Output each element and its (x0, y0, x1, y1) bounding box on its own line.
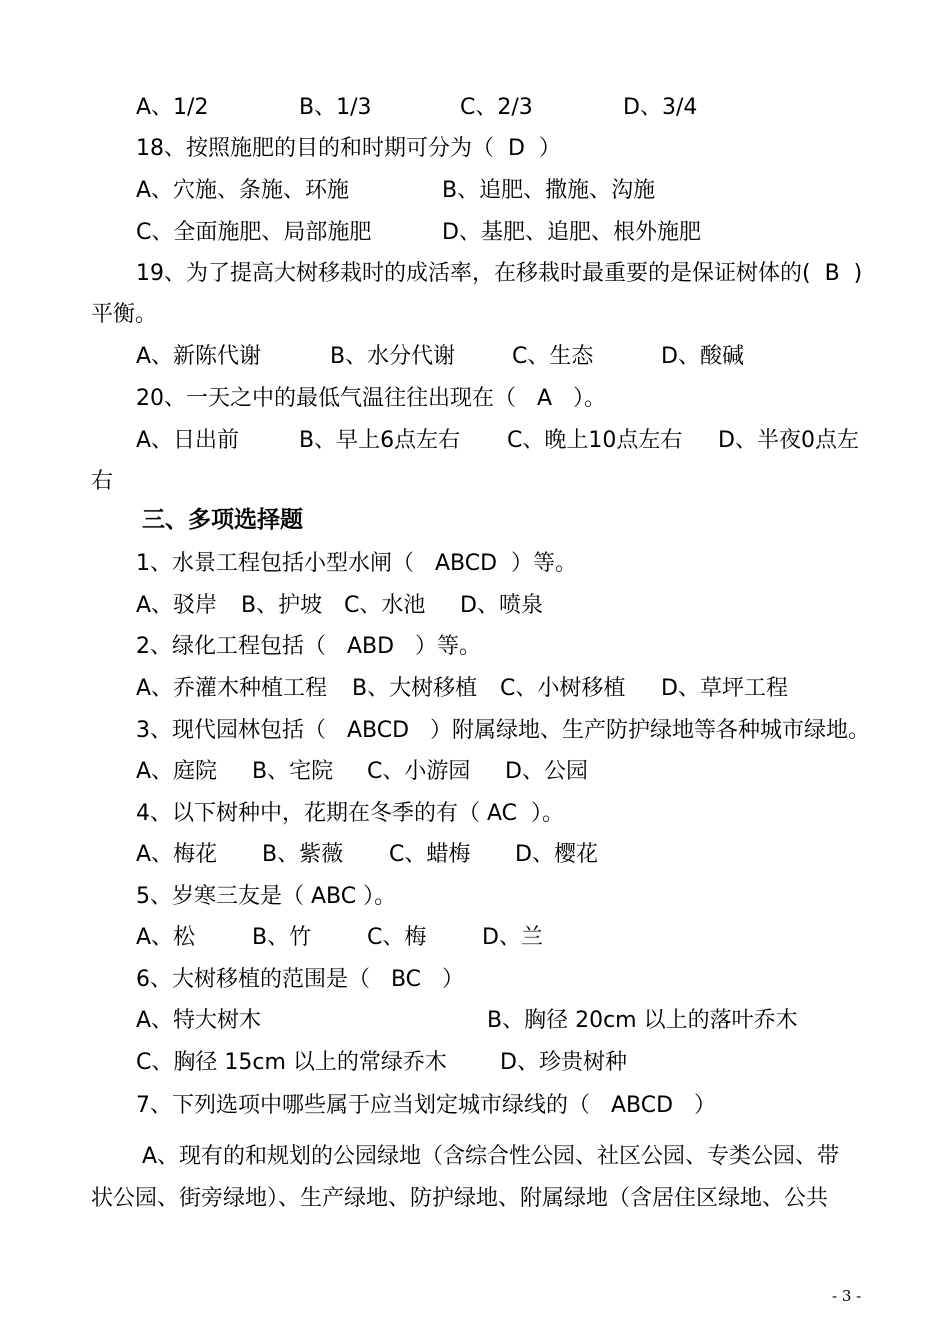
m1-option-c: C、水池 (344, 593, 426, 618)
q18-option-b: B、追肥、撒施、沟施 (442, 178, 656, 203)
q19-option-a: A、新陈代谢 (136, 344, 262, 369)
m6-option-a: A、特大树木 (136, 1008, 262, 1033)
m6-option-c: C、胸径 15cm 以上的常绿乔木 (136, 1050, 447, 1075)
m3-option-d: D、公园 (505, 759, 588, 784)
m1-option-a: A、驳岸 (136, 593, 218, 618)
q17-option-b: B、1/3 (299, 95, 372, 120)
m5-option-b: B、竹 (252, 925, 312, 950)
m3-option-b: B、宅院 (252, 759, 334, 784)
q19-option-c: C、生态 (512, 344, 594, 369)
q18-option-a: A、穴施、条施、环施 (136, 178, 350, 203)
q18-option-c: C、全面施肥、局部施肥 (136, 220, 372, 245)
m7-stem: 7、下列选项中哪些属于应当划定城市绿线的（ ABCD ） (136, 1093, 717, 1118)
q19-option-b: B、水分代谢 (330, 344, 456, 369)
m4-option-b: B、紫薇 (262, 842, 344, 867)
m1-stem: 1、水景工程包括小型水闸（ ABCD ）等。 (136, 551, 578, 576)
m5-option-d: D、兰 (482, 925, 543, 950)
q20-option-d-wrap: 右 (91, 469, 114, 494)
m6-stem: 6、大树移植的范围是（ BC ） (136, 967, 465, 992)
m2-option-d: D、草坪工程 (661, 676, 788, 701)
q20-stem: 20、一天之中的最低气温往往出现在（ A ）。 (136, 386, 607, 411)
m2-option-c: C、小树移植 (500, 676, 626, 701)
m3-option-c: C、小游园 (367, 759, 471, 784)
m7-option-a-line2: 状公园、街旁绿地）、生产绿地、防护绿地、附属绿地（含居住区绿地、公共 (91, 1186, 829, 1211)
m3-stem: 3、现代园林包括（ ABCD ）附属绿地、生产防护绿地等各种城市绿地。 (136, 718, 871, 743)
q20-option-d: D、半夜0点左 (718, 428, 859, 453)
m5-option-c: C、梅 (367, 925, 427, 950)
section-heading: 三、多项选择题 (142, 507, 303, 533)
m2-option-b: B、大树移植 (352, 676, 478, 701)
q20-option-b: B、早上6点左右 (299, 428, 461, 453)
q18-stem: 18、按照施肥的目的和时期可分为（ D ） (136, 136, 561, 161)
m5-option-a: A、松 (136, 925, 196, 950)
m1-option-b: B、护坡 (241, 593, 323, 618)
m4-option-d: D、樱花 (515, 842, 598, 867)
q19-stem-line1: 19、为了提高大树移栽时的成活率，在移栽时最重要的是保证树体的( B ) (136, 261, 863, 286)
q17-option-a: A、1/2 (136, 95, 209, 120)
q19-option-d: D、酸碱 (661, 344, 744, 369)
m2-option-a: A、乔灌木种植工程 (136, 676, 328, 701)
page-number: - 3 - (832, 1287, 862, 1305)
m5-stem: 5、岁寒三友是（ ABC ）。 (136, 884, 397, 909)
q19-stem-line2: 平衡。 (91, 302, 158, 327)
q17-option-d: D、3/4 (623, 95, 698, 120)
q17-option-c: C、2/3 (460, 95, 533, 120)
m6-option-d: D、珍贵树种 (500, 1050, 627, 1075)
q20-option-c: C、晚上10点左右 (507, 428, 683, 453)
m7-option-a-line1: A、现有的和规划的公园绿地（含综合性公园、社区公园、专类公园、带 (142, 1144, 840, 1169)
m1-option-d: D、喷泉 (460, 593, 543, 618)
q18-option-d: D、基肥、追肥、根外施肥 (442, 220, 701, 245)
m4-option-a: A、梅花 (136, 842, 218, 867)
m2-stem: 2、绿化工程包括（ ABD ）等。 (136, 634, 482, 659)
m3-option-a: A、庭院 (136, 759, 218, 784)
m6-option-b: B、胸径 20cm 以上的落叶乔木 (487, 1008, 798, 1033)
q20-option-a: A、日出前 (136, 428, 240, 453)
m4-stem: 4、以下树种中，花期在冬季的有（ AC ）。 (136, 801, 565, 826)
m4-option-c: C、蜡梅 (389, 842, 471, 867)
